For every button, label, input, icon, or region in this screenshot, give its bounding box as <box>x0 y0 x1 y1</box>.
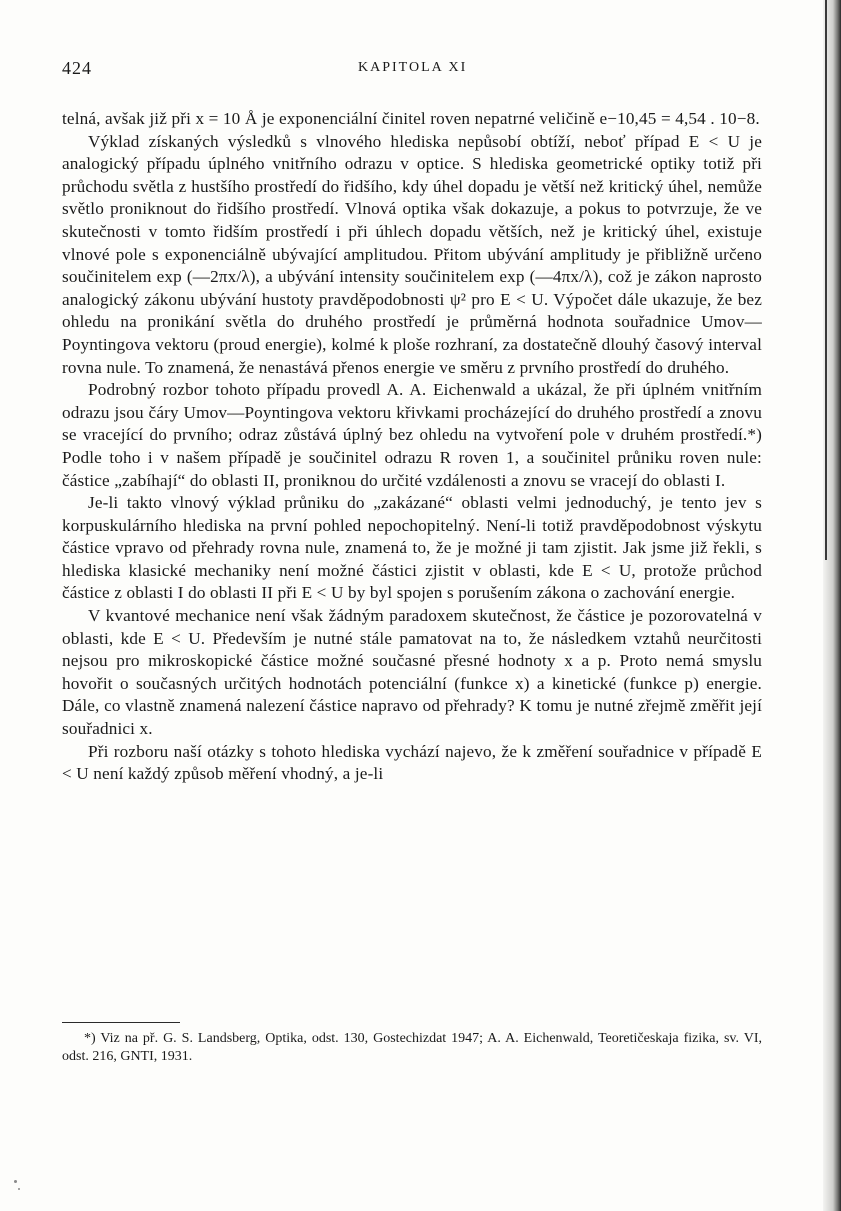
paragraph-3: Podrobný rozbor tohoto případu provedl A. A. Eichenwald a ukázal, že při úplném vnitřním odrazu jsou čáry Umov—Poyntingova vektoru křivkami procházející do druhého prostředí a znovu se vracející do prvního; odraz zůstává úplný bez ohledu na vytvoření pole v druhém prostředí.*) Podle toho i v našem případě je součinitel odrazu R roven 1, a součinitel průniku roven nule: částice „zabíhají“ do oblasti II, proniknou do určité vzdálenosti a znovu se vracejí do oblasti I. <box>62 380 762 490</box>
paragraph-2: Výklad získaných výsledků s vlnového hlediska nepůsobí obtíží, neboť případ E < U je analogický případu úplného vnitřního odrazu v optice. S hlediska geometrické optiky totiž při průchodu světla z hustšího prostředí do řidšího, kdy úhel dopadu je větší než kritický úhel, nemůže světlo proniknout do řidšího prostředí. Vlnová optika však dokazuje, a pokus to potvrzuje, že ve skutečnosti v tomto řidším prostředí i při úhlech dopadu větších, než je kritický úhel, existuje vlnové pole s exponenciálně ubývající amplitudou. Přitom ubývání amplitudy je přibližně určeno součinitelem exp (—2πx/λ), a ubývání intensity součinitelem exp (—4πx/λ), což je zákon naprosto analogický zákonu ubývání hustoty pravděpodobnosti ψ² pro E < U. Výpočet dále ukazuje, že bez ohledu na pronikání světla do druhého prostředí je průměrná hodnota souřadnice Umov—Poyntingova vektoru (proud energie), kolmé k ploše rozhraní, za dostatečně dlouhý časový interval rovna nule. To znamená, že nenastává přenos energie ve směru z prvního prostředí do druhého. <box>62 131 762 377</box>
paragraph-5: V kvantové mechanice není však žádným paradoxem skutečnost, že částice je pozorovatelná v oblasti, kde E < U. Především je nutné stále pamatovat na to, že následkem vztahů neurčitosti nejsou pro mikroskopické částice možné současné přesné hodnoty x a p. Proto nemá smyslu hovořit o současných určitých hodnotách potenciální (funkce x) a kinetické (funkce p) energie. Dále, co vlastně znamená nalezení částice napravo od přehrady? K tomu je nutné zřejmě změřit její souřadnici x. <box>62 606 762 739</box>
footnotes <box>62 1030 762 1065</box>
paragraph-1: telná, avšak již při x = 10 Å je exponenciální činitel roven nepatrné veličině e−10,45 = 4,54 . 10−8. <box>62 109 760 128</box>
paper-speck <box>14 1180 17 1183</box>
page-number: 424 <box>62 58 92 78</box>
chapter-title: KAPITOLA XI <box>358 60 468 75</box>
paragraph-4: Je-li takto vlnový výklad průniku do „zakázané“ oblasti velmi jednoduchý, je tento jev s korpuskulárního hlediska na první pohled nepochopitelný. Není-li totiž pravděpodobnost výskytu částice vpravo od přehrady rovna nule, znamená to, že je možné ji tam zjistit. Jak jsme již řekli, s hlediska klasické mechaniky není možné částici zjistit v oblasti, kde E < U, protože průchod částice z oblasti I do oblasti II při E < U by byl spojen s porušením zákona o zachování energie. <box>62 493 762 603</box>
footnote-1: *) Viz na př. G. S. Landsberg, Optika, odst. 130, Gostechizdat 1947; A. A. Eichenwald, Teoretičeskaja fizika, sv. VI, odst. 216, GNTI, 1931. <box>62 1031 762 1064</box>
paper-speck <box>18 1188 20 1190</box>
running-header <box>62 58 742 84</box>
body-text <box>62 108 762 786</box>
paragraph-6: Při rozboru naší otázky s tohoto hlediska vychází najevo, že k změření souřadnice v případě E < U není každý způsob měření vhodný, a je-li <box>62 741 762 784</box>
footnote-rule <box>62 1022 180 1023</box>
page-edge-line <box>825 0 827 560</box>
